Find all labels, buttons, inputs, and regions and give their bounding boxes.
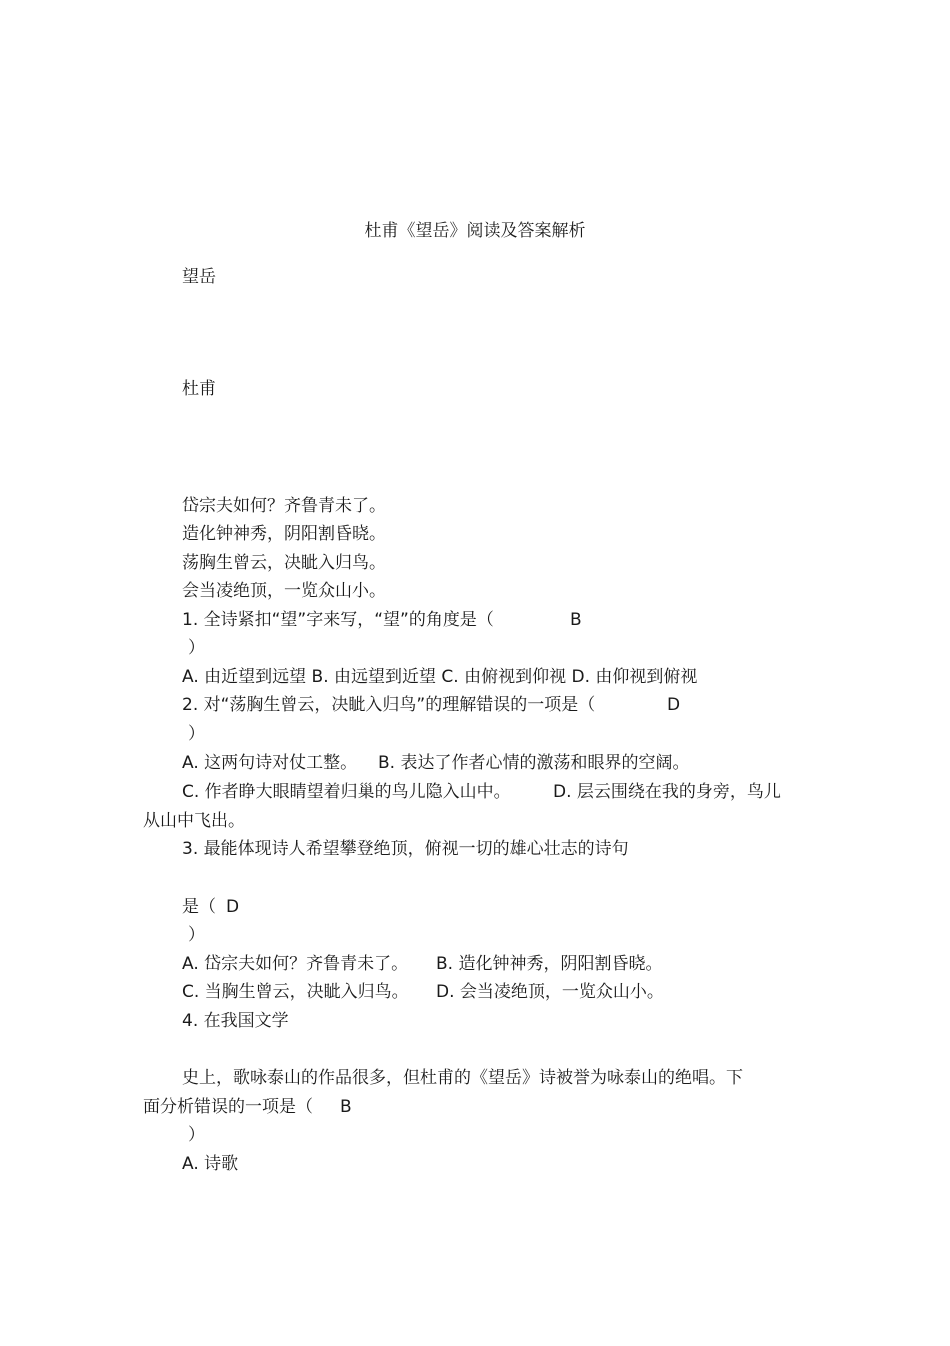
document-title: 杜甫《望岳》阅读及答案解析 <box>364 221 586 241</box>
question-3-cont: 是（ <box>182 897 216 917</box>
question-1-options: A. 由近望到远望 B. 由远望到近望 C. 由俯视到仰视 D. 由仰视到俯视 <box>182 667 698 687</box>
question-3-answer: D <box>226 897 240 917</box>
poem-line: 荡胸生曾云，决眦入归鸟。 <box>182 553 386 573</box>
question-2-close: ） <box>188 724 205 744</box>
question-3-option-c: C. 当胸生曾云，决眦入归鸟。 <box>182 982 409 1002</box>
poem-line: 岱宗夫如何？齐鲁青未了。 <box>182 496 386 516</box>
poem-author: 杜甫 <box>182 379 216 399</box>
question-2-option-a: A. 这两句诗对仗工整。 <box>182 753 358 773</box>
question-4-cont: 史上，歌咏泰山的作品很多，但杜甫的《望岳》诗被誉为咏泰山的绝唱。下 <box>182 1068 743 1088</box>
question-3: 3. 最能体现诗人希望攀登绝顶，俯视一切的雄心壮志的诗句 <box>182 839 629 859</box>
question-1-answer: B <box>570 610 582 630</box>
poem-line: 会当凌绝顶，一览众山小。 <box>182 581 386 601</box>
question-1: 1. 全诗紧扣“望”字来写，“望”的角度是（ <box>182 610 494 630</box>
question-4-answer: B <box>340 1097 352 1117</box>
question-4-option-a: A. 诗歌 <box>182 1154 239 1174</box>
question-2-option-b: B. 表达了作者心情的激荡和眼界的空阔。 <box>378 753 690 773</box>
question-4-cont-2: 面分析错误的一项是（ <box>143 1097 313 1117</box>
question-4-close: ） <box>188 1125 205 1145</box>
question-2-answer: D <box>667 695 681 715</box>
question-2: 2. 对“荡胸生曾云，决眦入归鸟”的理解错误的一项是（ <box>182 695 596 715</box>
question-3-option-a: A. 岱宗夫如何？齐鲁青未了。 <box>182 954 409 974</box>
question-3-close: ） <box>188 925 205 945</box>
question-4: 4. 在我国文学 <box>182 1011 289 1031</box>
question-2-option-c: C. 作者睁大眼睛望着归巢的鸟儿隐入山中。 <box>182 782 511 802</box>
question-2-option-d-cont: 从山中飞出。 <box>143 811 245 831</box>
question-3-option-d: D. 会当凌绝顶，一览众山小。 <box>436 982 664 1002</box>
question-1-close: ） <box>188 638 205 658</box>
question-3-option-b: B. 造化钟神秀，阴阳割昏晓。 <box>436 954 663 974</box>
poem-line: 造化钟神秀，阴阳割昏晓。 <box>182 524 386 544</box>
question-2-option-d: D. 层云围绕在我的身旁，鸟儿 <box>553 782 781 802</box>
poem-title: 望岳 <box>182 267 216 287</box>
